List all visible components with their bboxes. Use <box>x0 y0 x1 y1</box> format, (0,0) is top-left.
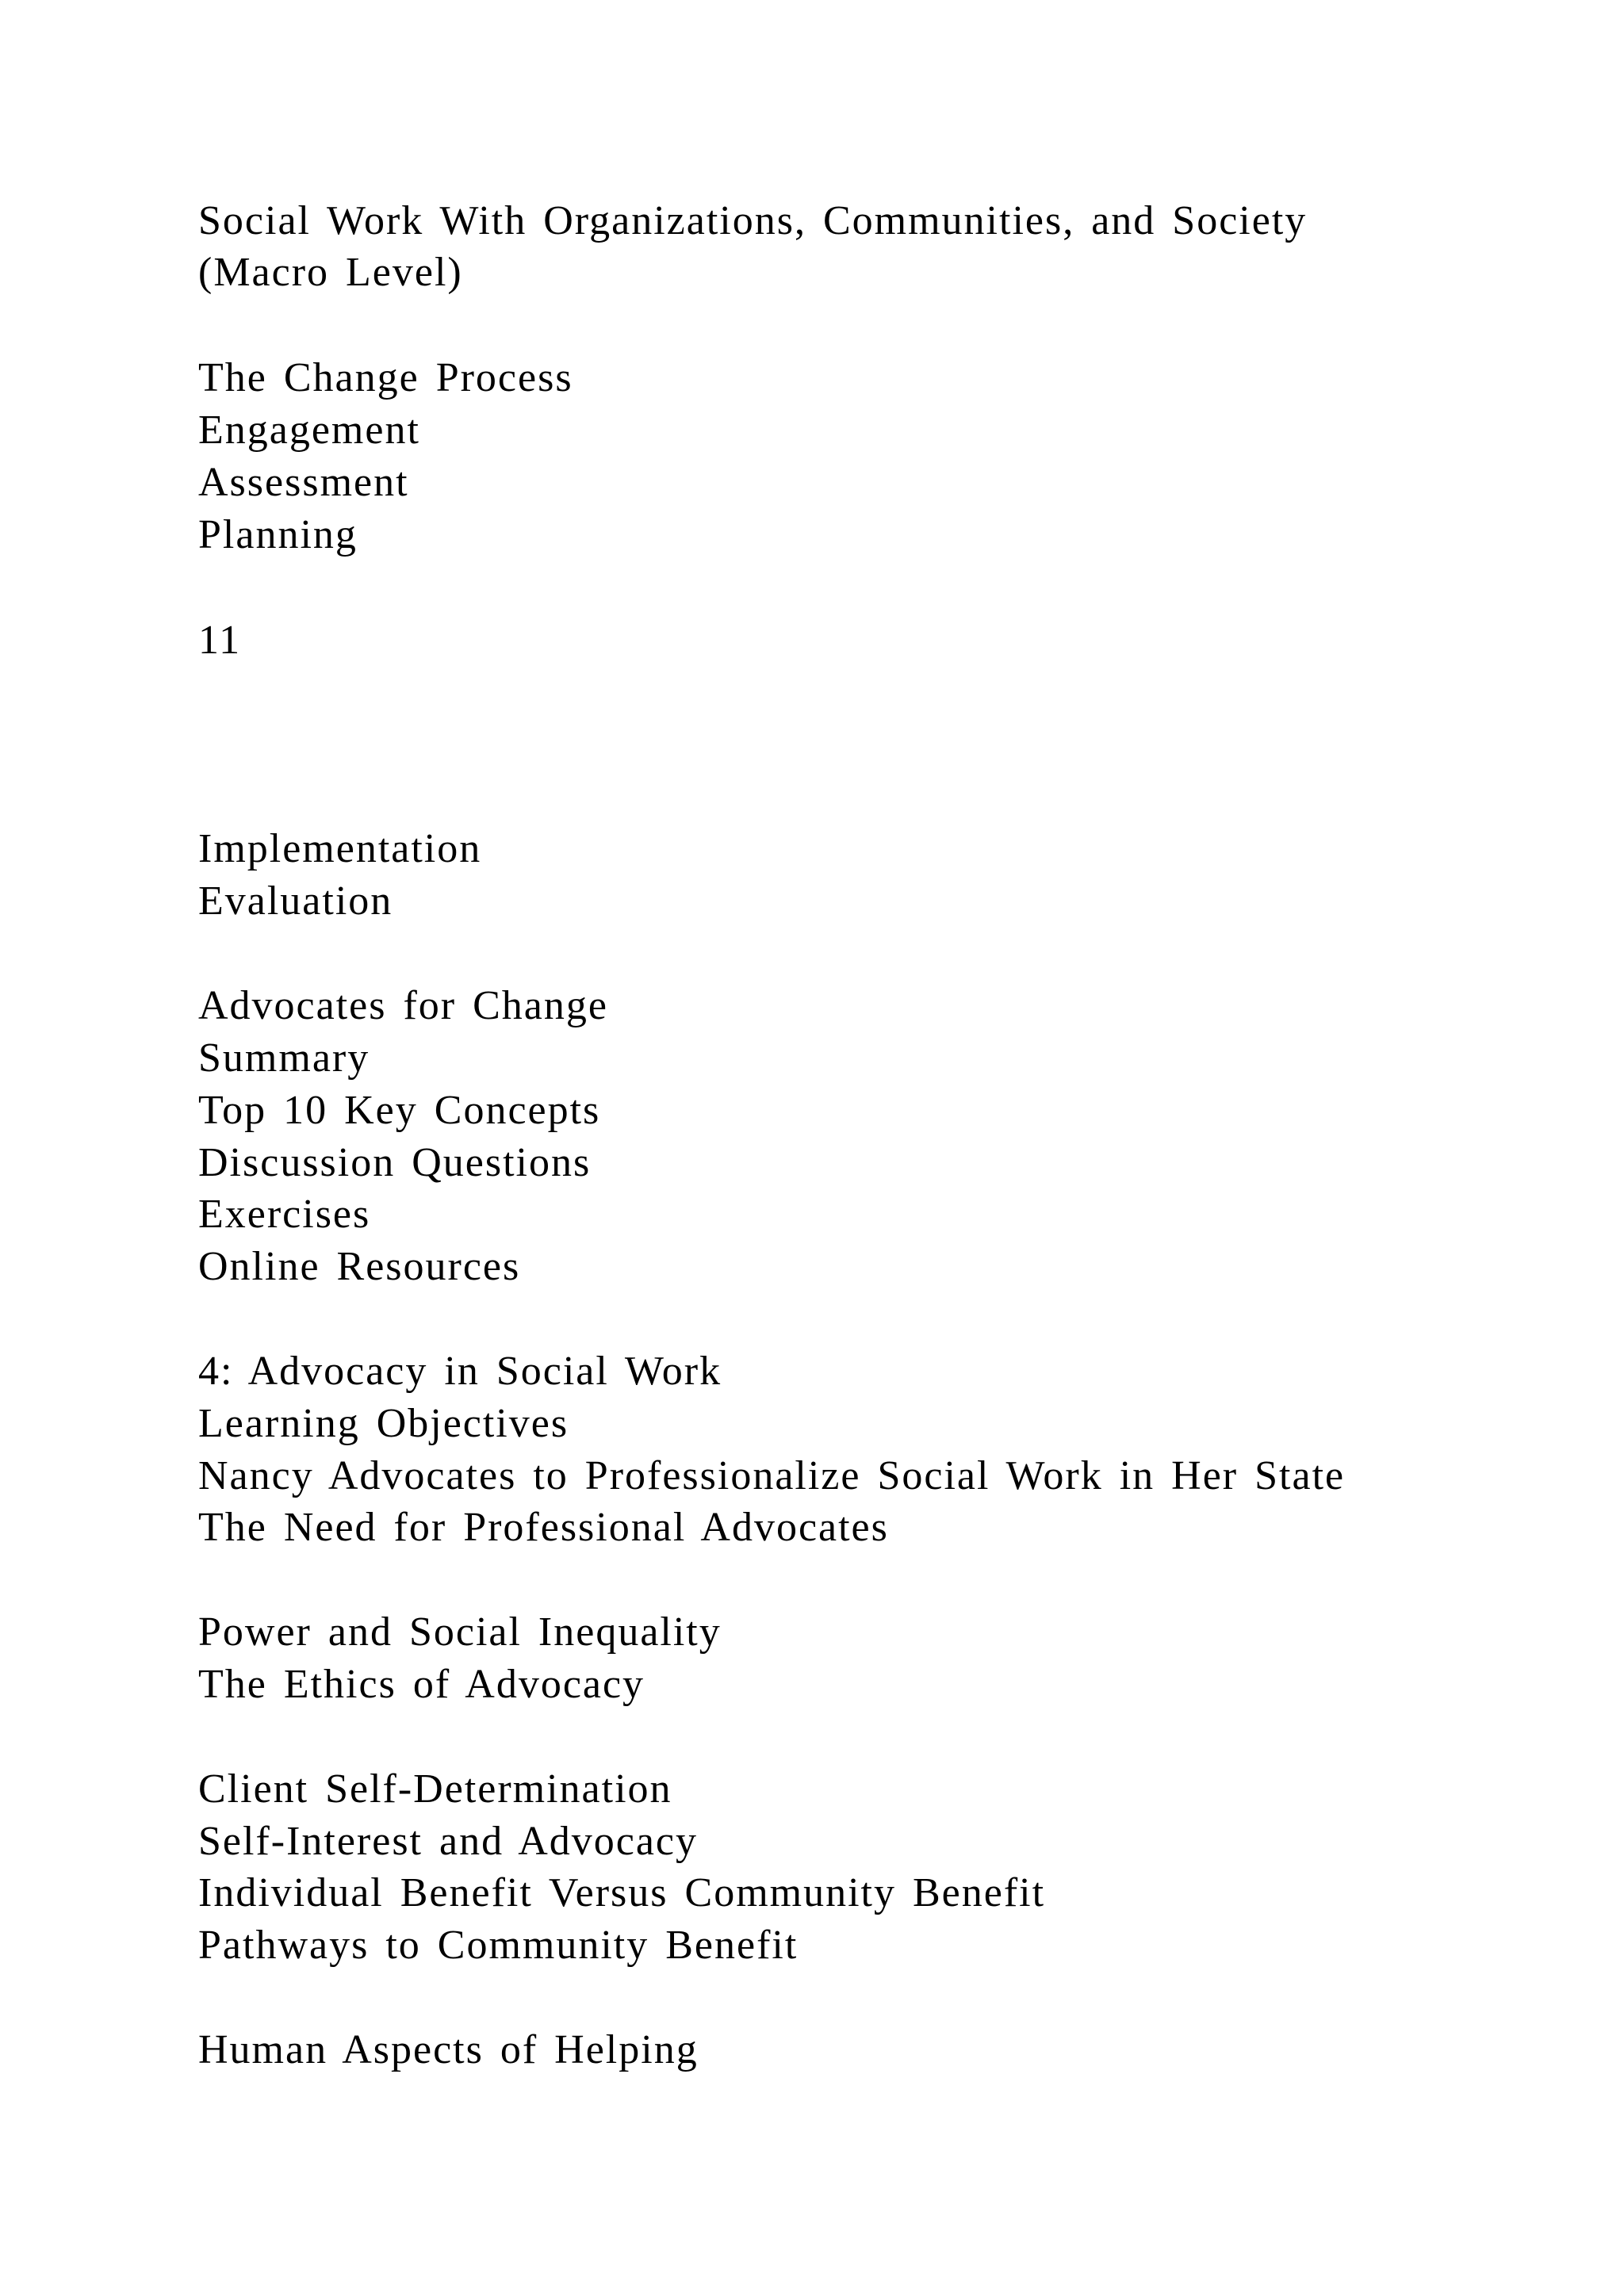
toc-item-power-inequality: Power and Social Inequality <box>198 1609 722 1655</box>
toc-item-planning: Planning <box>198 512 358 557</box>
title-line-1: Social Work With Organizations, Communities, and Society <box>198 198 1308 243</box>
toc-item-advocates-for-change: Advocates for Change <box>198 983 608 1028</box>
toc-item-individual-vs-community: Individual Benefit Versus Community Benefit <box>198 1870 1046 1915</box>
toc-item-ethics-of-advocacy: The Ethics of Advocacy <box>198 1662 645 1707</box>
toc-item-learning-objectives: Learning Objectives <box>198 1401 569 1446</box>
toc-item-human-aspects-helping: Human Aspects of Helping <box>198 2027 699 2072</box>
toc-item-evaluation: Evaluation <box>198 878 393 924</box>
toc-item-engagement: Engagement <box>198 408 420 453</box>
toc-item-online-resources: Online Resources <box>198 1244 521 1289</box>
toc-item-exercises: Exercises <box>198 1192 371 1237</box>
toc-item-client-self-determination: Client Self-Determination <box>198 1766 672 1812</box>
toc-item-nancy-advocates: Nancy Advocates to Professionalize Social Work in Her State <box>198 1453 1346 1498</box>
toc-item-assessment: Assessment <box>198 460 409 505</box>
toc-item-summary: Summary <box>198 1035 370 1081</box>
page-number: 11 <box>198 618 242 663</box>
title-line-2: (Macro Level) <box>198 250 463 295</box>
toc-item-key-concepts: Top 10 Key Concepts <box>198 1088 601 1133</box>
toc-item-discussion-questions: Discussion Questions <box>198 1140 592 1185</box>
toc-item-self-interest: Self-Interest and Advocacy <box>198 1819 699 1864</box>
section-heading-change-process: The Change Process <box>198 355 573 400</box>
toc-item-pathways-community-benefit: Pathways to Community Benefit <box>198 1923 799 1968</box>
toc-item-need-for-advocates: The Need for Professional Advocates <box>198 1505 889 1550</box>
toc-item-implementation: Implementation <box>198 826 482 871</box>
chapter-heading-advocacy: 4: Advocacy in Social Work <box>198 1349 722 1394</box>
